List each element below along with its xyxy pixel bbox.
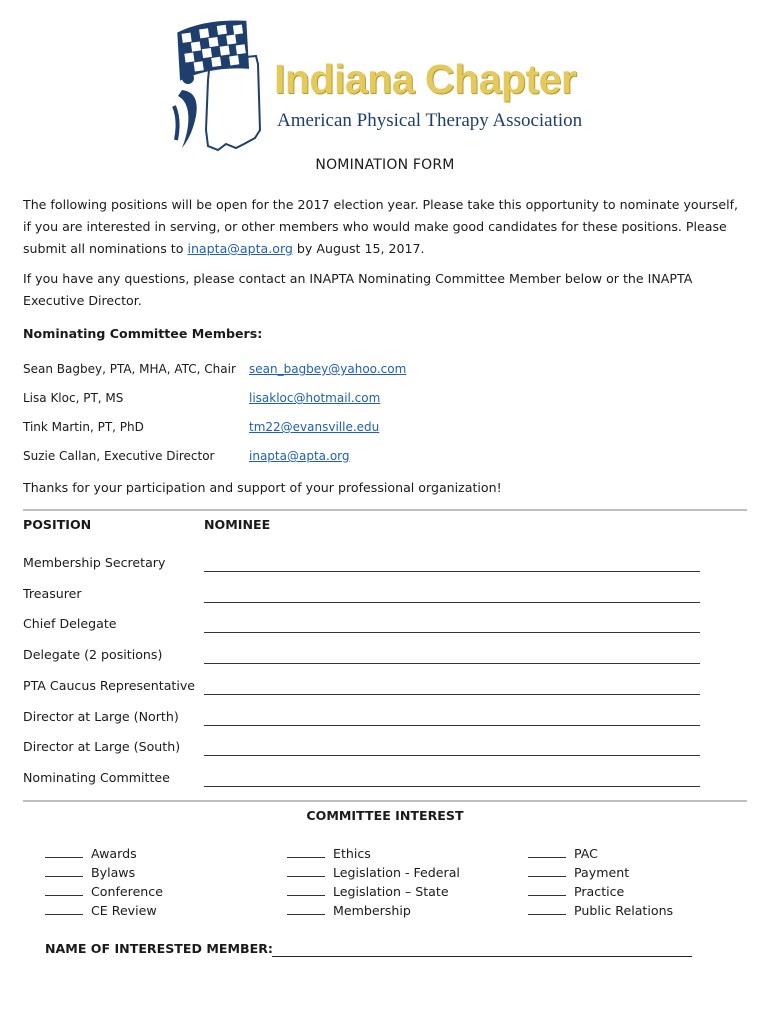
intro-text-before: The following positions will be open for the 2017 election year. Please take this opportunity to nominate yourself, if you are interested in serving, or other members who would make good candidates for these positions. Please submit all nominations to	[23, 197, 739, 256]
position-label: PTA Caucus Representative	[23, 678, 196, 693]
thanks-text: Thanks for your participation and support of your professional organization!	[23, 480, 502, 495]
position-label: Nominating Committee	[23, 770, 170, 785]
committee-interest-heading: COMMITTEE INTEREST	[306, 808, 464, 823]
nominee-blank-line[interactable]	[204, 663, 700, 664]
interest-blank[interactable]	[287, 884, 325, 896]
interest-label: Legislation – State	[333, 884, 449, 899]
nominee-blank-line[interactable]	[204, 571, 700, 572]
position-row	[23, 678, 723, 702]
logo-subtitle: American Physical Therapy Association	[277, 110, 583, 131]
interest-label: Legislation - Federal	[333, 865, 460, 880]
committee-member-row	[23, 449, 723, 471]
logo-title: Indiana Chapter	[274, 56, 577, 102]
position-label: Chief Delegate	[23, 616, 117, 631]
nominee-blank-line[interactable]	[204, 602, 700, 603]
interest-label: Conference	[91, 884, 163, 899]
member-name: Sean Bagbey, PTA, MHA, ATC, Chair	[23, 362, 236, 376]
position-label: Director at Large (North)	[23, 709, 179, 724]
nominee-blank-line[interactable]	[204, 725, 700, 726]
interest-label: PAC	[574, 846, 598, 861]
nominee-blank-line[interactable]	[204, 755, 700, 756]
committee-heading: Nominating Committee Members:	[23, 326, 263, 341]
member-email-link[interactable]: sean_bagbey@yahoo.com	[249, 362, 407, 376]
divider	[23, 800, 747, 802]
intro-paragraph-2: If you have any questions, please contact an INAPTA Nominating Committee Member below or the INAPTA Executive Director.	[23, 271, 693, 308]
divider	[23, 509, 747, 511]
position-label: Director at Large (South)	[23, 739, 181, 754]
interest-label: Public Relations	[574, 903, 674, 918]
interest-label: Bylaws	[91, 865, 136, 880]
member-name: Suzie Callan, Executive Director	[23, 449, 215, 463]
interest-label: Ethics	[333, 846, 371, 861]
position-row	[23, 770, 723, 794]
committee-member-row	[23, 362, 723, 384]
nominee-column-header: NOMINEE	[204, 517, 271, 532]
committee-member-row	[23, 420, 723, 442]
position-row	[23, 586, 723, 610]
interest-item[interactable]	[287, 884, 449, 903]
interest-blank[interactable]	[287, 865, 325, 877]
interest-item[interactable]	[528, 865, 629, 884]
interest-blank[interactable]	[45, 884, 83, 896]
intro-paragraph-1	[23, 194, 748, 260]
interest-blank[interactable]	[45, 903, 83, 915]
interest-blank[interactable]	[528, 865, 566, 877]
position-row	[23, 647, 723, 671]
interested-member-label: NAME OF INTERESTED MEMBER:	[45, 941, 273, 956]
interest-blank[interactable]	[287, 846, 325, 858]
interest-item[interactable]	[528, 903, 673, 922]
member-email-link[interactable]: lisakloc@hotmail.com	[249, 391, 381, 405]
interest-label: CE Review	[91, 903, 157, 918]
interest-blank[interactable]	[528, 903, 566, 915]
interest-item[interactable]	[287, 903, 411, 922]
interest-label: Membership	[333, 903, 411, 918]
interest-label: Practice	[574, 884, 625, 899]
nominee-blank-line[interactable]	[204, 632, 700, 633]
committee-member-row	[23, 391, 723, 413]
position-label: Delegate (2 positions)	[23, 647, 163, 662]
interest-label: Payment	[574, 865, 630, 880]
interest-blank[interactable]	[528, 846, 566, 858]
form-title: NOMINATION FORM	[315, 157, 455, 173]
position-label: Membership Secretary	[23, 555, 166, 570]
interest-item[interactable]	[45, 865, 135, 884]
nominee-blank-line[interactable]	[204, 786, 700, 787]
interest-item[interactable]	[287, 846, 371, 865]
interest-item[interactable]	[45, 846, 137, 865]
member-name: Lisa Kloc, PT, MS	[23, 391, 124, 405]
member-email-link[interactable]: inapta@apta.org	[249, 449, 350, 463]
interested-member-blank-line[interactable]	[272, 956, 692, 957]
position-row	[23, 709, 723, 733]
submit-email-link[interactable]: inapta@apta.org	[187, 241, 293, 256]
intro-text-after: by August 15, 2017.	[292, 241, 425, 256]
interest-item[interactable]	[45, 884, 163, 903]
position-column-header: POSITION	[23, 517, 92, 532]
interest-blank[interactable]	[45, 846, 83, 858]
member-email-link[interactable]: tm22@evansville.edu	[249, 420, 380, 434]
position-row	[23, 555, 723, 579]
position-row	[23, 616, 723, 640]
interest-label: Awards	[91, 846, 137, 861]
position-row	[23, 739, 723, 763]
member-name: Tink Martin, PT, PhD	[23, 420, 144, 434]
interest-blank[interactable]	[45, 865, 83, 877]
interest-blank[interactable]	[528, 884, 566, 896]
interest-item[interactable]	[45, 903, 157, 922]
interest-item[interactable]	[528, 846, 598, 865]
position-label: Treasurer	[23, 586, 82, 601]
interest-item[interactable]	[528, 884, 624, 903]
interest-item[interactable]	[287, 865, 460, 884]
nominee-blank-line[interactable]	[204, 694, 700, 695]
interest-blank[interactable]	[287, 903, 325, 915]
